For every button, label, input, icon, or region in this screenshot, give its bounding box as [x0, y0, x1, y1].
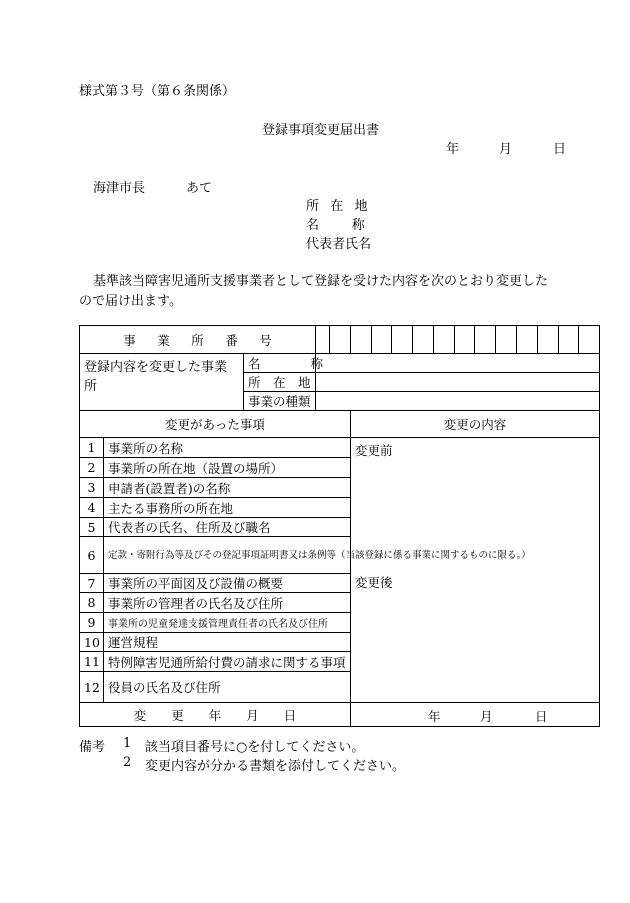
- changed-office-location-label: 所 在 地: [244, 373, 316, 392]
- office-number-digit[interactable]: [559, 326, 579, 354]
- office-number-digit[interactable]: [496, 326, 517, 354]
- office-number-digit[interactable]: [475, 326, 496, 354]
- item-text: 事業所の管理者の氏名及び住所: [104, 593, 351, 613]
- before-label: 変更前: [355, 443, 393, 458]
- office-number-digit[interactable]: [455, 326, 475, 354]
- item-number[interactable]: 4: [80, 498, 104, 518]
- note1-text: 該当項目番号に○を付してください。: [145, 740, 365, 755]
- date-day: 日: [553, 142, 567, 157]
- section-header-row: [80, 411, 600, 438]
- office-number-digit[interactable]: [372, 326, 392, 354]
- change-form-table: [79, 325, 600, 727]
- item-number[interactable]: 1: [80, 438, 104, 458]
- item-text: 事業所の平面図及び設備の概要: [104, 574, 351, 593]
- body-text-line1: 基準該当障害児通所支援事業者として登録を受けた内容を次のとおり変更した: [93, 274, 549, 289]
- office-number-digit[interactable]: [434, 326, 455, 354]
- body-text-line2: ので届け出ます。: [79, 294, 182, 309]
- office-number-label: 事 業 所 番 号: [80, 326, 316, 354]
- applicant-name-label: 名 称: [306, 218, 365, 233]
- office-number-digit[interactable]: [351, 326, 372, 354]
- change-content-cell[interactable]: [351, 438, 600, 703]
- changed-office-type-field[interactable]: [316, 392, 600, 411]
- item-text: 申請者(設置者)の名称: [104, 478, 351, 498]
- item-number[interactable]: 12: [80, 672, 104, 703]
- item-number[interactable]: 11: [80, 652, 104, 672]
- item-number[interactable]: 9: [80, 613, 104, 633]
- note1-number: 1: [123, 736, 132, 751]
- office-number-digit[interactable]: [579, 326, 600, 354]
- office-number-digit[interactable]: [316, 326, 330, 354]
- item-number[interactable]: 2: [80, 458, 104, 478]
- item-text: 事業所の所在地（設置の場所）: [104, 458, 351, 478]
- item-text: 定款・寄附行為等及びその登記事項証明書又は条例等（当該登録に係る事業に関するものに限る。）: [104, 537, 351, 574]
- addressee-suffix: あて: [186, 181, 213, 196]
- item-number[interactable]: 6: [80, 537, 104, 574]
- change-content-header: 変更の内容: [351, 411, 600, 438]
- footer-day: 日: [535, 708, 548, 724]
- footer-month: 月: [480, 708, 493, 724]
- change-date-field[interactable]: [351, 703, 600, 727]
- changed-office-name-field[interactable]: [316, 354, 600, 373]
- item-text: 事業所の名称: [104, 438, 351, 458]
- item-number[interactable]: 5: [80, 518, 104, 537]
- item-number[interactable]: 7: [80, 574, 104, 593]
- form-number: 様式第３号（第６条関係）: [79, 84, 236, 99]
- item-text: 役員の氏名及び住所: [104, 672, 351, 703]
- applicant-representative-label: 代表者氏名: [306, 237, 372, 252]
- changed-office-type-label: 事業の種類: [244, 392, 316, 411]
- changed-office-location-field[interactable]: [316, 373, 600, 392]
- applicant-location-label: 所 在 地: [306, 199, 368, 214]
- footer-year: 年: [428, 708, 441, 724]
- change-date-label: 変 更 年 月 日: [80, 703, 351, 727]
- item-number[interactable]: 10: [80, 633, 104, 652]
- item-text: 主たる事務所の所在地: [104, 498, 351, 518]
- office-number-digit[interactable]: [330, 326, 351, 354]
- item-number[interactable]: 3: [80, 478, 104, 498]
- document-title: 登録事項変更届出書: [262, 123, 380, 138]
- item-text: 代表者の氏名、住所及び職名: [104, 518, 351, 537]
- date-month: 月: [499, 142, 513, 157]
- date-year: 年: [446, 142, 460, 157]
- note2-number: 2: [123, 755, 132, 770]
- addressee-name: 海津市長: [93, 181, 146, 196]
- table-row: [80, 438, 600, 458]
- note2-text: 変更内容が分かる書類を添付してください。: [145, 759, 406, 774]
- office-number-digit[interactable]: [392, 326, 413, 354]
- office-number-digit[interactable]: [413, 326, 434, 354]
- office-number-digit[interactable]: [538, 326, 559, 354]
- changed-items-header: 変更があった事項: [80, 411, 351, 438]
- item-text: 運営規程: [104, 633, 351, 652]
- item-text: 特例障害児通所給付費の請求に関する事項: [104, 652, 351, 672]
- office-number-digit[interactable]: [517, 326, 538, 354]
- after-label: 変更後: [355, 575, 393, 590]
- item-number[interactable]: 8: [80, 593, 104, 613]
- notes-label: 備考: [79, 740, 106, 755]
- office-number-row: [80, 326, 600, 354]
- changed-office-name-row: [80, 354, 600, 373]
- changed-office-label: 登録内容を変更した事業所: [80, 354, 244, 411]
- changed-office-name-label: 名 称: [244, 354, 316, 373]
- item-text: 事業所の児童発達支援管理責任者の氏名及び住所: [104, 613, 351, 633]
- change-date-row: [80, 703, 600, 727]
